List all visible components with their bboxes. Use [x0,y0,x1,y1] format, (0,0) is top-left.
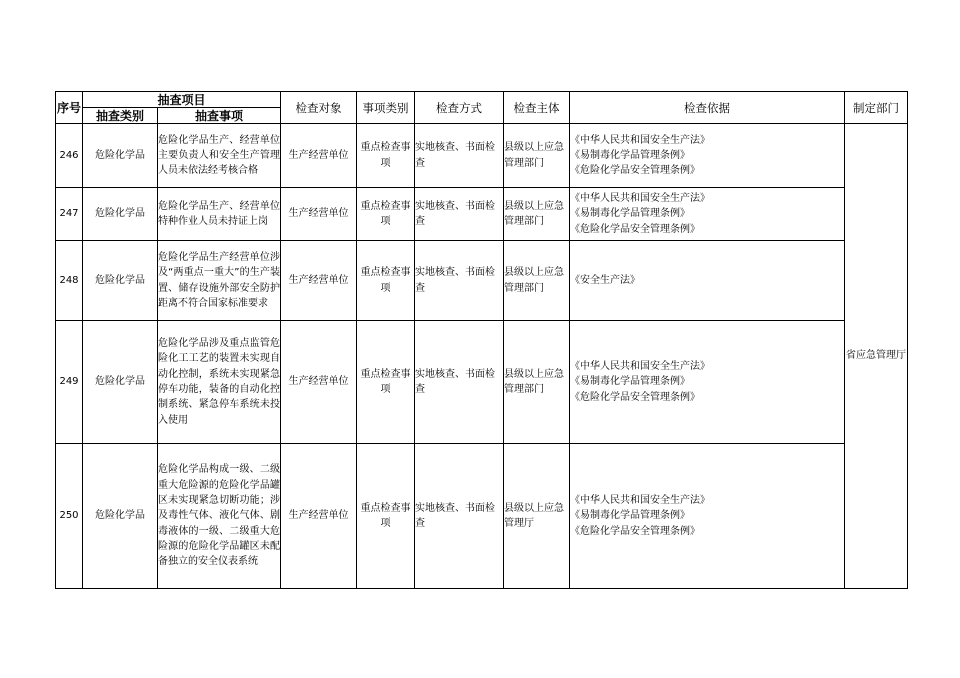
row-category: 危险化学品 [83,241,158,321]
header-category: 抽查类别 [83,108,158,124]
row-target: 生产经营单位 [281,321,357,444]
basis-line: 《易制毒化学品管理条例》 [570,208,691,220]
row-category: 危险化学品 [83,444,158,589]
row-method: 实地核查、书面检查 [415,321,504,444]
row-seq: 249 [56,321,83,444]
row-category: 危险化学品 [83,188,158,241]
row-target: 生产经营单位 [281,188,357,241]
basis-line: 《中华人民共和国安全生产法》 [570,134,711,146]
inspection-table [55,91,908,589]
basis-line: 《危险化学品安全管理条例》 [570,391,701,403]
basis-line: 《危险化学品安全管理条例》 [570,525,701,537]
header-department: 制定部门 [845,92,908,124]
row-item-type: 重点检查事项 [357,241,415,321]
row-subject: 县级以上应急管理部门 [504,321,570,444]
table-row [56,124,908,188]
row-seq: 250 [56,444,83,589]
header-project-group: 抽查项目 [83,92,281,108]
basis-line: 《易制毒化学品管理条例》 [570,510,691,522]
row-item: 危险化学品涉及重点监管危险化工工艺的装置未实现自动化控制，系统未实现紧急停车功能，装备的自动化控制系统、紧急停车系统未投入使用 [158,321,281,444]
table-row [56,188,908,241]
row-basis [570,188,845,241]
row-subject: 县级以上应急管理部门 [504,241,570,321]
row-basis [570,124,845,188]
row-seq: 246 [56,124,83,188]
row-subject: 县级以上应急管理部门 [504,188,570,241]
row-basis [570,321,845,444]
row-item-type: 重点检查事项 [357,444,415,589]
row-method: 实地核查、书面检查 [415,188,504,241]
row-method: 实地核查、书面检查 [415,444,504,589]
row-target: 生产经营单位 [281,124,357,188]
basis-line: 《中华人民共和国安全生产法》 [570,361,711,373]
table-row [56,321,908,444]
row-item: 危险化学品生产经营单位涉及“两重点一重大”的生产装置、储存设施外部安全防护距离不符合国家标准要求 [158,241,281,321]
basis-line: 《危险化学品安全管理条例》 [570,223,701,235]
table-row [56,241,908,321]
department-cell: 省应急管理厅 [845,124,908,589]
header-target: 检查对象 [281,92,357,124]
basis-line: 《易制毒化学品管理条例》 [570,149,691,161]
row-category: 危险化学品 [83,321,158,444]
header-method: 检查方式 [415,92,504,124]
row-item: 危险化学品生产、经营单位主要负责人和安全生产管理人员未依法经考核合格 [158,124,281,188]
row-method: 实地核查、书面检查 [415,241,504,321]
row-basis [570,444,845,589]
header-seq: 序号 [56,92,83,124]
header-item: 抽查事项 [158,108,281,124]
row-basis [570,241,845,321]
row-seq: 248 [56,241,83,321]
header-basis: 检查依据 [570,92,845,124]
header-item-type: 事项类别 [357,92,415,124]
row-item-type: 重点检查事项 [357,321,415,444]
table-row [56,444,908,589]
row-method: 实地核查、书面检查 [415,124,504,188]
basis-line: 《中华人民共和国安全生产法》 [570,495,711,507]
row-item-type: 重点检查事项 [357,124,415,188]
basis-line: 《安全生产法》 [570,274,641,286]
row-target: 生产经营单位 [281,444,357,589]
row-item: 危险化学品构成一级、二级重大危险源的危险化学品罐区未实现紧急切断功能；涉及毒性气体、液化气体、剧毒液体的一级、二级重大危险源的危险化学品罐区未配备独立的安全仪表系统 [158,444,281,589]
row-subject: 县级以上应急管理厅 [504,444,570,589]
basis-line: 《易制毒化学品管理条例》 [570,376,691,388]
header-subject: 检查主体 [504,92,570,124]
basis-line: 《危险化学品安全管理条例》 [570,165,701,177]
basis-line: 《中华人民共和国安全生产法》 [570,193,711,205]
row-subject: 县级以上应急管理部门 [504,124,570,188]
row-item: 危险化学品生产、经营单位特种作业人员未持证上岗 [158,188,281,241]
row-seq: 247 [56,188,83,241]
row-category: 危险化学品 [83,124,158,188]
row-target: 生产经营单位 [281,241,357,321]
row-item-type: 重点检查事项 [357,188,415,241]
